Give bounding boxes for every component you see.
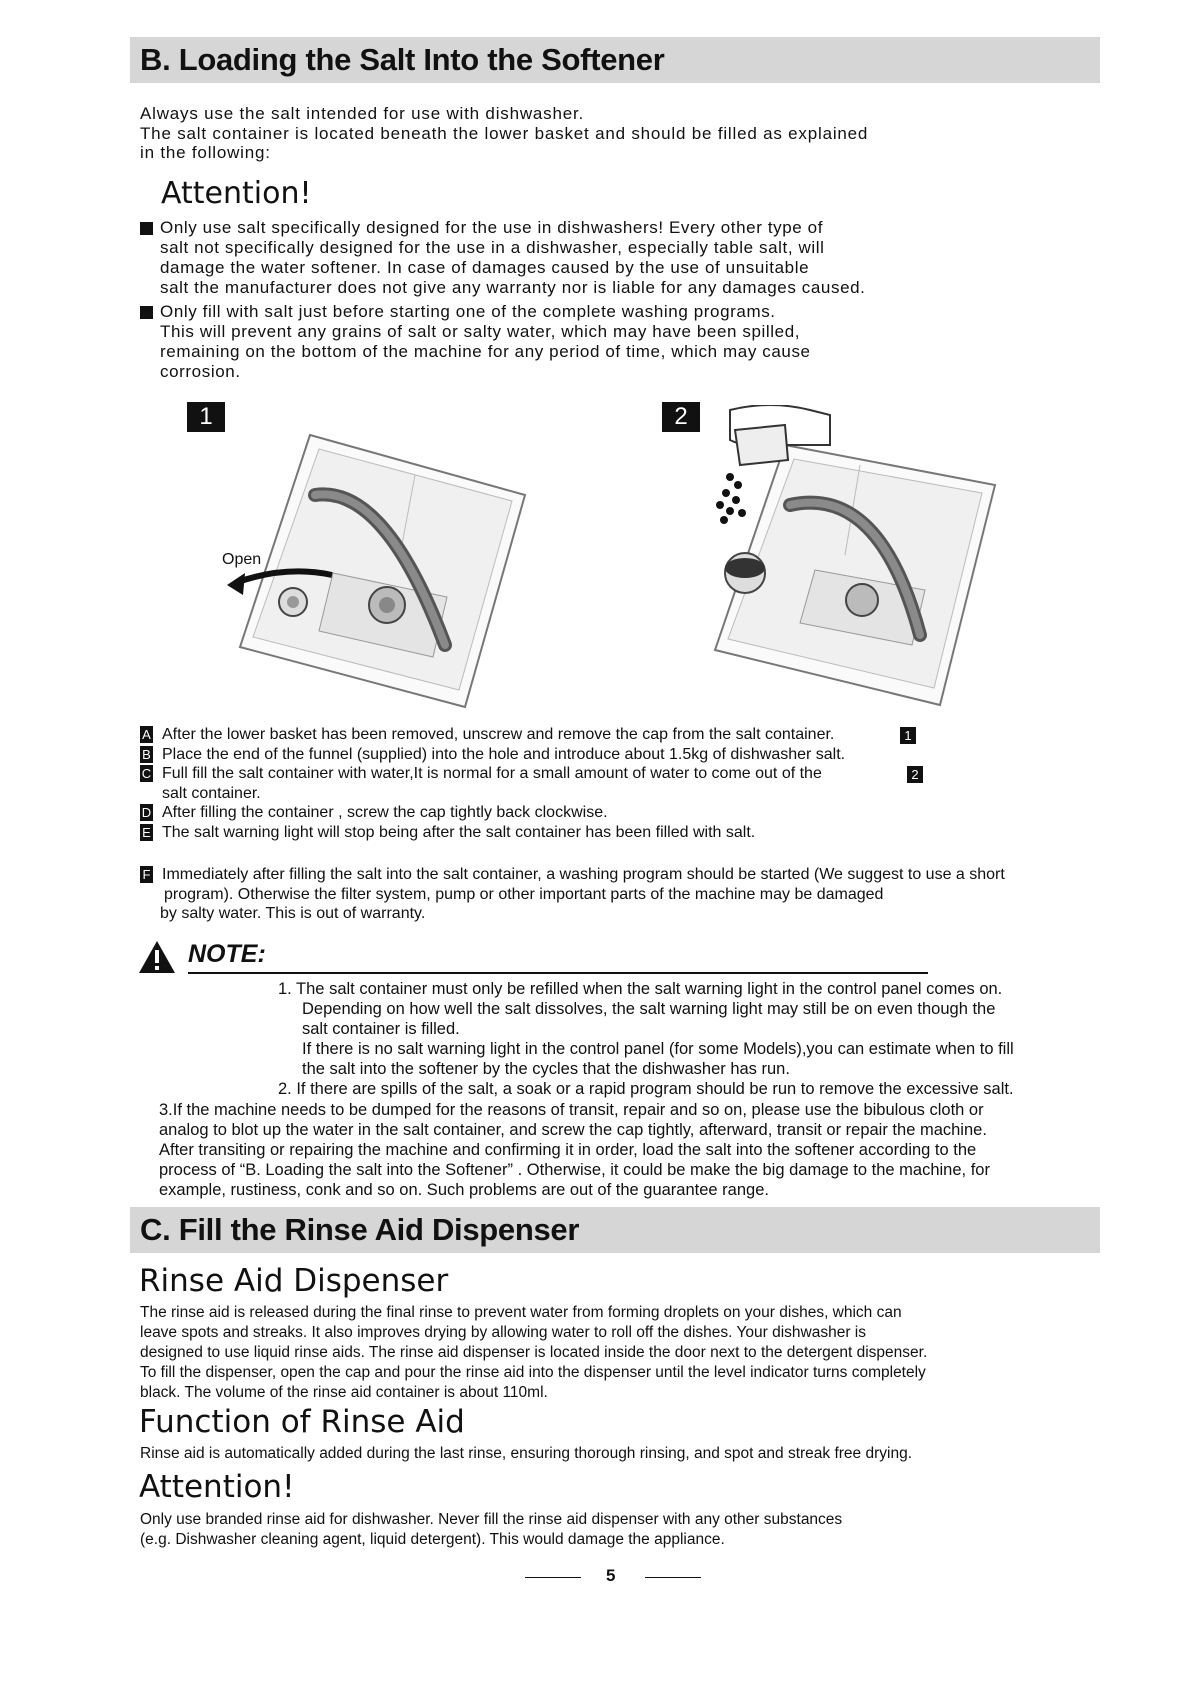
attention-text-c xyxy=(140,1510,1100,1550)
step-d-text: After filling the container , screw the cap tightly back clockwise. xyxy=(162,804,608,821)
figure-2-tag: 2 xyxy=(662,402,700,432)
step-a-text: After the lower basket has been removed, unscrew and remove the cap from the salt container. xyxy=(162,726,835,743)
step-b xyxy=(140,745,1100,765)
note-1-line-5: the salt into the softener by the cycles that the dishwasher has run. xyxy=(302,1060,790,1078)
step-f-line-2: program). Otherwise the filter system, pump or other important parts of the machine may be damaged xyxy=(164,885,884,903)
step-f-text-1: Immediately after filling the salt into the salt container, a washing program should be started (We suggest to use a short xyxy=(162,866,1005,883)
bullet-2 xyxy=(140,302,1100,382)
step-a xyxy=(140,725,1100,745)
step-f-line-3: by salty water. This is out of warranty. xyxy=(160,905,426,922)
step-c-figure-tag: 2 xyxy=(907,766,923,783)
attention-heading-c: Attention! xyxy=(139,1469,295,1505)
section-c-title: C. Fill the Rinse Aid Dispenser xyxy=(140,1212,580,1247)
step-c-continued xyxy=(140,784,1100,804)
figure-2-dishwasher-illustration xyxy=(690,405,1010,720)
dispenser-text-line-4: To fill the dispenser, open the cap and pour the rinse aid into the dispenser until the level indicator turns completely xyxy=(140,1364,926,1381)
dispenser-text-line-1: The rinse aid is released during the final rinse to prevent water from forming droplets on your dishes, which can xyxy=(140,1304,902,1321)
note-2: 2. If there are spills of the salt, a soak or a rapid program should be run to remove the excessive salt. xyxy=(278,1080,1014,1098)
step-letter: F xyxy=(140,866,153,883)
note-3-line-1: 3.If the machine needs to be dumped for the reasons of transit, repair and so on, please use the bibulous cloth or xyxy=(159,1101,984,1119)
rinse-aid-dispenser-heading: Rinse Aid Dispenser xyxy=(139,1263,449,1299)
note-1-line-1: 1. The salt container must only be refilled when the salt warning light in the control panel comes on. xyxy=(278,980,1003,998)
bullet-1-line-3: damage the water softener. In case of damages caused by the use of unsuitable xyxy=(160,258,810,277)
dispenser-text-line-3: designed to use liquid rinse aids. The rinse aid dispenser is located inside the door next to the detergent dispenser. xyxy=(140,1344,928,1361)
step-b-text: Place the end of the funnel (supplied) into the hole and introduce about 1.5kg of dishwasher salt. xyxy=(162,745,846,763)
step-f-line-1 xyxy=(140,865,1100,885)
dispenser-text-line-2: leave spots and streaks. It also improves drying by allowing water to roll off the dishes. Your dishwasher is xyxy=(140,1324,867,1341)
attention-text-line-2: (e.g. Dishwasher cleaning agent, liquid detergent). This would damage the appliance. xyxy=(140,1531,725,1548)
note-3-line-4: process of “B. Loading the salt into the Softener” . Otherwise, it could be make the big damage to the machine, for xyxy=(159,1161,990,1179)
bullet-2-line-1: Only fill with salt just before starting one of the complete washing programs. xyxy=(160,302,776,321)
step-e-text: The salt warning light will stop being after the salt container has been filled with salt. xyxy=(162,823,756,841)
note-3-line-3: After transiting or repairing the machine and confirming it in order, load the salt into the softener according to the xyxy=(159,1141,977,1159)
bullet-1 xyxy=(140,218,1100,298)
step-d xyxy=(140,803,1100,823)
note-1-line-4: If there is no salt warning light in the control panel (for some Models),you can estimate when to fill xyxy=(302,1040,1014,1058)
step-c-text-2: salt container. xyxy=(162,784,261,802)
bullet-1-line-2: salt not specifically designed for the use in a dishwasher, especially table salt, will xyxy=(160,238,825,257)
section-c-header xyxy=(130,1207,1100,1253)
step-letter: B xyxy=(140,746,153,763)
note-title: NOTE: xyxy=(188,940,266,968)
bullet-1-line-1: Only use salt specifically designed for the use in dishwashers! Every other type of xyxy=(160,218,824,237)
warning-icon xyxy=(138,940,176,974)
step-a-figure-tag: 1 xyxy=(900,727,916,744)
open-label: Open xyxy=(222,551,262,568)
bullet-2-line-4: corrosion. xyxy=(160,362,241,381)
step-letter: C xyxy=(141,766,152,781)
figure-1-dishwasher-illustration xyxy=(215,425,535,720)
dispenser-text-line-5: black. The volume of the rinse aid container is about 110ml. xyxy=(140,1384,548,1401)
step-f xyxy=(140,865,1100,924)
step-c xyxy=(140,764,1100,784)
step-e xyxy=(140,823,1100,843)
attention-text-line-1: Only use branded rinse aid for dishwasher. Never fill the rinse aid dispenser with any other substances xyxy=(140,1511,843,1528)
figure-1-tag: 1 xyxy=(187,402,225,432)
note-1-line-2: Depending on how well the salt dissolves, the salt warning light may still be on even though the xyxy=(302,1000,996,1018)
note-underline xyxy=(188,972,928,974)
intro-line-1: Always use the salt intended for use with dishwasher. xyxy=(140,104,585,123)
note-3-line-2: analog to blot up the water in the salt container, and screw the cap tightly, afterward, transit or repair the machine. xyxy=(159,1121,987,1139)
section-b-title: B. Loading the Salt Into the Softener xyxy=(140,42,665,77)
bullet-1-line-4: salt the manufacturer does not give any warranty nor is liable for any damages caused. xyxy=(160,278,866,297)
attention-heading-b: Attention! xyxy=(161,176,312,211)
note-1 xyxy=(278,979,1108,1099)
function-text: Rinse aid is automatically added during the last rinse, ensuring thorough rinsing, and spot and streak free drying. xyxy=(140,1445,913,1462)
intro-line-2: The salt container is located beneath the lower basket and should be filled as explained xyxy=(140,124,869,143)
bullet-square-icon xyxy=(140,306,153,319)
note-3 xyxy=(159,1100,1099,1200)
page-number: 5 xyxy=(606,1566,616,1585)
steps-list xyxy=(140,725,1100,842)
section-b-header xyxy=(130,37,1100,83)
note-1-line-3: salt container is filled. xyxy=(302,1020,460,1038)
step-letter: E xyxy=(140,824,153,841)
step-letter: D xyxy=(141,805,152,820)
note-header xyxy=(138,940,928,976)
page-number-rule-left xyxy=(525,1577,581,1578)
page-number-rule-right xyxy=(645,1577,701,1578)
intro-line-3: in the following: xyxy=(140,143,271,162)
step-letter: A xyxy=(140,726,153,743)
note-3-line-5: example, rustiness, conk and so on. Such problems are out of the guarantee range. xyxy=(159,1181,769,1199)
bullet-square-icon xyxy=(140,222,153,235)
function-of-rinse-aid-heading: Function of Rinse Aid xyxy=(139,1404,465,1440)
bullet-2-line-2: This will prevent any grains of salt or salty water, which may have been spilled, xyxy=(160,322,801,341)
step-c-text: Full fill the salt container with water,It is normal for a small amount of water to come out of the xyxy=(162,765,822,782)
rinse-aid-dispenser-text xyxy=(140,1303,1100,1403)
bullet-2-line-3: remaining on the bottom of the machine for any period of time, which may cause xyxy=(160,342,811,361)
